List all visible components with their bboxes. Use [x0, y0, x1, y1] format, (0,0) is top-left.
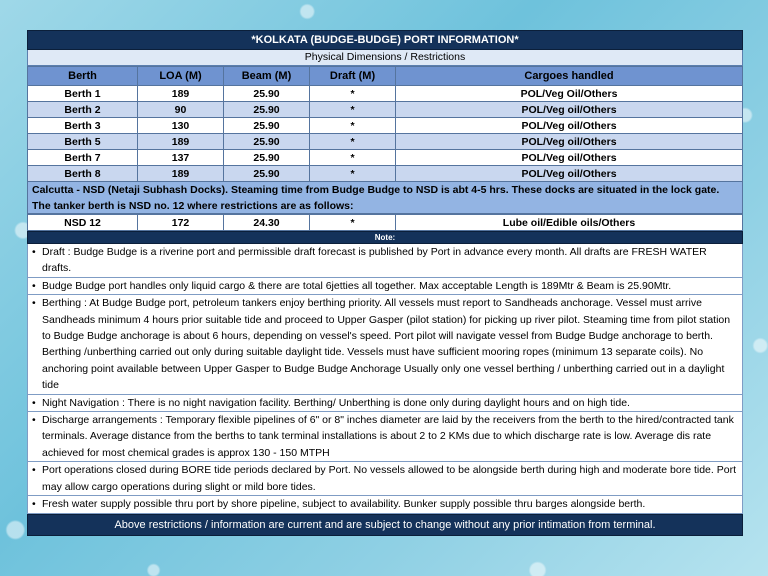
beam-cell: 25.90 — [224, 134, 310, 150]
draft-cell: * — [310, 150, 396, 166]
note-item — [27, 395, 743, 412]
table-row — [28, 150, 743, 166]
bullet-icon: • — [32, 498, 36, 511]
page-title: *KOLKATA (BUDGE-BUDGE) PORT INFORMATION* — [27, 30, 743, 50]
cargo-cell: POL/Veg oil/Others — [396, 150, 743, 166]
draft-cell: * — [310, 166, 396, 182]
note-item — [27, 295, 743, 394]
loa-cell: 189 — [138, 134, 224, 150]
draft-cell: * — [310, 134, 396, 150]
bullet-icon: • — [32, 246, 36, 258]
column-header-cargo: Cargoes handled — [396, 67, 743, 86]
berth-cell: Berth 8 — [28, 166, 138, 182]
note-item — [27, 278, 743, 295]
loa-cell: 130 — [138, 118, 224, 134]
note-text: Berthing : At Budge Budge port, petroleum tankers enjoy berthing priority. All vessels must report to Sandheads anchorage. Vessel must arrive Sandheads minimum 4 hours prior suitable tide and proceed to Upper Gasper (pilot station) for picking up river pilot. Steaming time from pilot station to Budge Budge anchorage is about 6 hours, depending on vessel's speed. Port pilot will navigate vessel from Budge Budge anchorage to berth. Berthing /unberthing carried out only during suitable daylight tide. Vessels must have sufficient mooring ropes (minimum 13 separate coils). No anchoring point available between Upper Gasper to Budge Budge Anchorage Usually only one vessel berthing / unberthing carried out in a daylight tide — [42, 297, 731, 392]
table-row — [28, 166, 743, 182]
column-header-beam: Beam (M) — [224, 67, 310, 86]
note-text: Budge Budge port handles only liquid cargo & there are total 6jetties all together. Max acceptable Length is 189Mtr & Beam is 25.90Mtr. — [42, 279, 672, 292]
berth-cell: NSD 12 — [28, 215, 138, 231]
table-header-row — [28, 67, 743, 86]
draft-cell: * — [310, 86, 396, 102]
note-item — [27, 496, 743, 513]
disclaimer-footer: Above restrictions / information are current and are subject to change without any prior intimation from terminal. — [27, 514, 743, 536]
port-info-sheet — [27, 30, 743, 536]
table-row — [28, 102, 743, 118]
beam-cell: 24.30 — [224, 215, 310, 231]
section-subtitle: Physical Dimensions / Restrictions — [27, 50, 743, 66]
bullet-icon: • — [32, 279, 36, 292]
note-heading: Note: — [27, 231, 743, 244]
column-header-loa: LOA (M) — [138, 67, 224, 86]
note-item — [27, 412, 743, 462]
cargo-cell: POL/Veg Oil/Others — [396, 86, 743, 102]
loa-cell: 137 — [138, 150, 224, 166]
beam-cell: 25.90 — [224, 150, 310, 166]
loa-cell: 172 — [138, 215, 224, 231]
cargo-cell: POL/Veg oil/Others — [396, 134, 743, 150]
beam-cell: 25.90 — [224, 166, 310, 182]
column-header-draft: Draft (M) — [310, 67, 396, 86]
berth-cell: Berth 5 — [28, 134, 138, 150]
bullet-icon: • — [32, 297, 36, 310]
beam-cell: 25.90 — [224, 118, 310, 134]
table-row — [28, 118, 743, 134]
berth-cell: Berth 3 — [28, 118, 138, 134]
note-item — [27, 244, 743, 278]
beam-cell: 25.90 — [224, 86, 310, 102]
bullet-icon: • — [32, 464, 36, 477]
draft-cell: * — [310, 215, 396, 231]
beam-cell: 25.90 — [224, 102, 310, 118]
cargo-cell: POL/Veg oil/Others — [396, 118, 743, 134]
bullet-icon: • — [32, 414, 36, 427]
cargo-cell: POL/Veg oil/Others — [396, 166, 743, 182]
note-text: Discharge arrangements : Temporary flexible pipelines of 6" or 8" inches diameter are laid by the receivers from the berth to the hired/contracted tank terminals. Average distance from the berths to tank terminal installations is about 2 to 2 KMs due to which discharge rate is low. Average dis rate achieved for most chemical grades is approx 130 - 150 MTPH — [42, 414, 734, 459]
bullet-icon: • — [32, 396, 36, 409]
calcutta-nsd-note: Calcutta - NSD (Netaji Subhash Docks). Steaming time from Budge Budge to NSD is abt 4-5 hrs. These docks are situated in the lock gate. The tanker berth is NSD no. 12 where restrictions are as follows: — [27, 182, 743, 214]
draft-cell: * — [310, 102, 396, 118]
loa-cell: 189 — [138, 166, 224, 182]
note-item — [27, 462, 743, 496]
column-header-berth: Berth — [28, 67, 138, 86]
note-text: Night Navigation : There is no night navigation facility. Berthing/ Unberthing is done only during daylight hours and on high tide. — [42, 396, 630, 409]
draft-cell: * — [310, 118, 396, 134]
berth-table — [27, 66, 743, 182]
berth-cell: Berth 2 — [28, 102, 138, 118]
loa-cell: 189 — [138, 86, 224, 102]
table-row — [28, 215, 743, 231]
note-text: Fresh water supply possible thru port by shore pipeline, subject to availability. Bunker supply possible thru barges alongside berth. — [42, 498, 646, 511]
loa-cell: 90 — [138, 102, 224, 118]
note-text: Draft : Budge Budge is a riverine port and permissible draft forecast is published by Port in advance every month. All drafts are FRESH WATER drafts. — [42, 246, 707, 275]
cargo-cell: POL/Veg oil/Others — [396, 102, 743, 118]
table-row — [28, 134, 743, 150]
table-row — [28, 86, 743, 102]
berth-cell: Berth 1 — [28, 86, 138, 102]
berth-cell: Berth 7 — [28, 150, 138, 166]
cargo-cell: Lube oil/Edible oils/Others — [396, 215, 743, 231]
nsd-table — [27, 214, 743, 231]
note-text: Port operations closed during BORE tide periods declared by Port. No vessels allowed to be alongside berth during high and moderate bore tide. Port may allow cargo operations during slight or mild bore tides. — [42, 464, 736, 493]
